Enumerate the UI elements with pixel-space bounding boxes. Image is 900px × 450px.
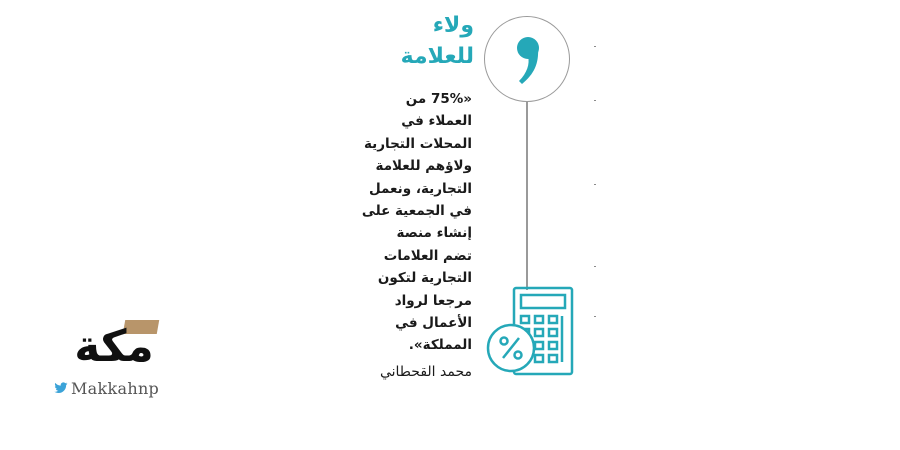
- quote-line: الأعمال في: [395, 315, 472, 332]
- quote-author: محمد القحطاني: [379, 364, 472, 380]
- quote-line: إنشاء منصة: [396, 225, 472, 242]
- twitter-bird-icon: [54, 382, 68, 394]
- quote-line: المملكة».: [408, 337, 472, 354]
- margin-dot: [594, 316, 596, 317]
- twitter-handle: Makkahnp: [71, 378, 160, 398]
- title-line: ولاء: [432, 13, 474, 38]
- margin-dot: [594, 46, 596, 47]
- quote-line: المحلات التجارية: [363, 135, 472, 152]
- quote-line: ولاؤهم للعلامة: [375, 158, 472, 175]
- quote-line: «75% من: [405, 91, 472, 107]
- quote-line: مرجعا لرواد: [394, 292, 472, 309]
- logo-wordmark: مكة: [74, 321, 154, 372]
- margin-dot: [594, 184, 596, 185]
- quote-line: التجارية لتكون: [377, 270, 472, 287]
- quote-circle: [484, 16, 570, 102]
- quote-line: التجارية، ونعمل: [368, 180, 472, 197]
- margin-dot: [594, 266, 596, 267]
- makkah-logo: [48, 318, 178, 398]
- quote-line: في الجمعية على: [361, 203, 472, 220]
- infobox-title: [372, 10, 474, 72]
- calculator-percent-icon: [486, 286, 576, 378]
- connector-line: [526, 102, 528, 290]
- quote-body: [330, 88, 472, 357]
- margin-dot: [594, 100, 596, 101]
- title-line: للعلامة: [400, 44, 474, 69]
- quote-line: تضم العلامات: [383, 247, 472, 264]
- quote-line: العملاء في: [401, 113, 472, 130]
- logo-handle: [54, 378, 179, 398]
- quote-mark-icon: [508, 30, 548, 90]
